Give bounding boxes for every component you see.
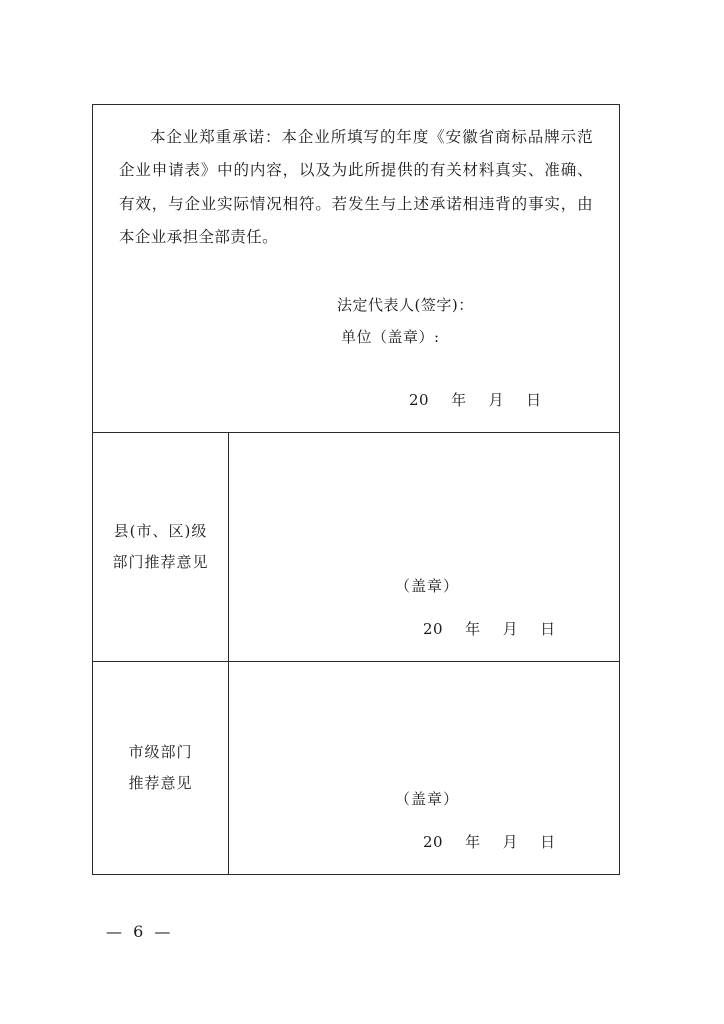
county-opinion-content[interactable]	[229, 433, 619, 661]
city-date-year: 年	[465, 833, 481, 852]
county-date-month: 月	[502, 620, 519, 639]
city-label-line-1: 市级部门	[128, 742, 193, 761]
signature-block	[119, 290, 593, 353]
commitment-date-prefix: 20	[409, 391, 430, 410]
county-seal-text: （盖章）	[394, 577, 459, 596]
commitment-date-line	[119, 389, 593, 410]
city-date-day: 日	[540, 833, 556, 852]
city-date-prefix: 20	[423, 833, 444, 852]
city-date-month: 月	[502, 833, 519, 852]
city-opinion-label	[93, 662, 229, 874]
page-number: — 6 —	[106, 922, 174, 941]
county-date-day: 日	[540, 620, 556, 639]
city-opinion-content[interactable]	[229, 662, 619, 874]
commitment-row	[93, 105, 619, 433]
county-date-year: 年	[465, 620, 481, 639]
city-date-line	[255, 831, 593, 852]
commitment-form-table	[92, 104, 620, 875]
city-seal-text: （盖章）	[394, 790, 459, 809]
county-date-prefix: 20	[423, 620, 444, 639]
city-opinion-row	[93, 662, 619, 874]
commitment-date-day: 日	[526, 391, 542, 410]
county-opinion-label	[93, 433, 229, 661]
unit-seal-line: 单位（盖章）:	[341, 327, 440, 346]
legal-representative-signature-line: 法定代表人(签字)：	[337, 296, 474, 315]
county-date-line	[255, 618, 593, 639]
county-label-line-2: 部门推荐意见	[112, 553, 209, 572]
commitment-cell	[93, 105, 619, 432]
commitment-date-month: 月	[488, 391, 505, 410]
city-label-line-2: 推荐意见	[128, 774, 193, 793]
commitment-paragraph: 本企业郑重承诺：本企业所填写的年度《安徽省商标品牌示范企业申请表》中的内容，以及为此所提供的有关材料真实、准确、有效，与企业实际情况相符。若发生与上述承诺相违背的事实，由本企业承担全部责任。	[119, 128, 593, 246]
county-opinion-row	[93, 433, 619, 662]
county-label-line-1: 县(市、区)级	[113, 521, 208, 540]
commitment-date-year: 年	[451, 391, 467, 410]
